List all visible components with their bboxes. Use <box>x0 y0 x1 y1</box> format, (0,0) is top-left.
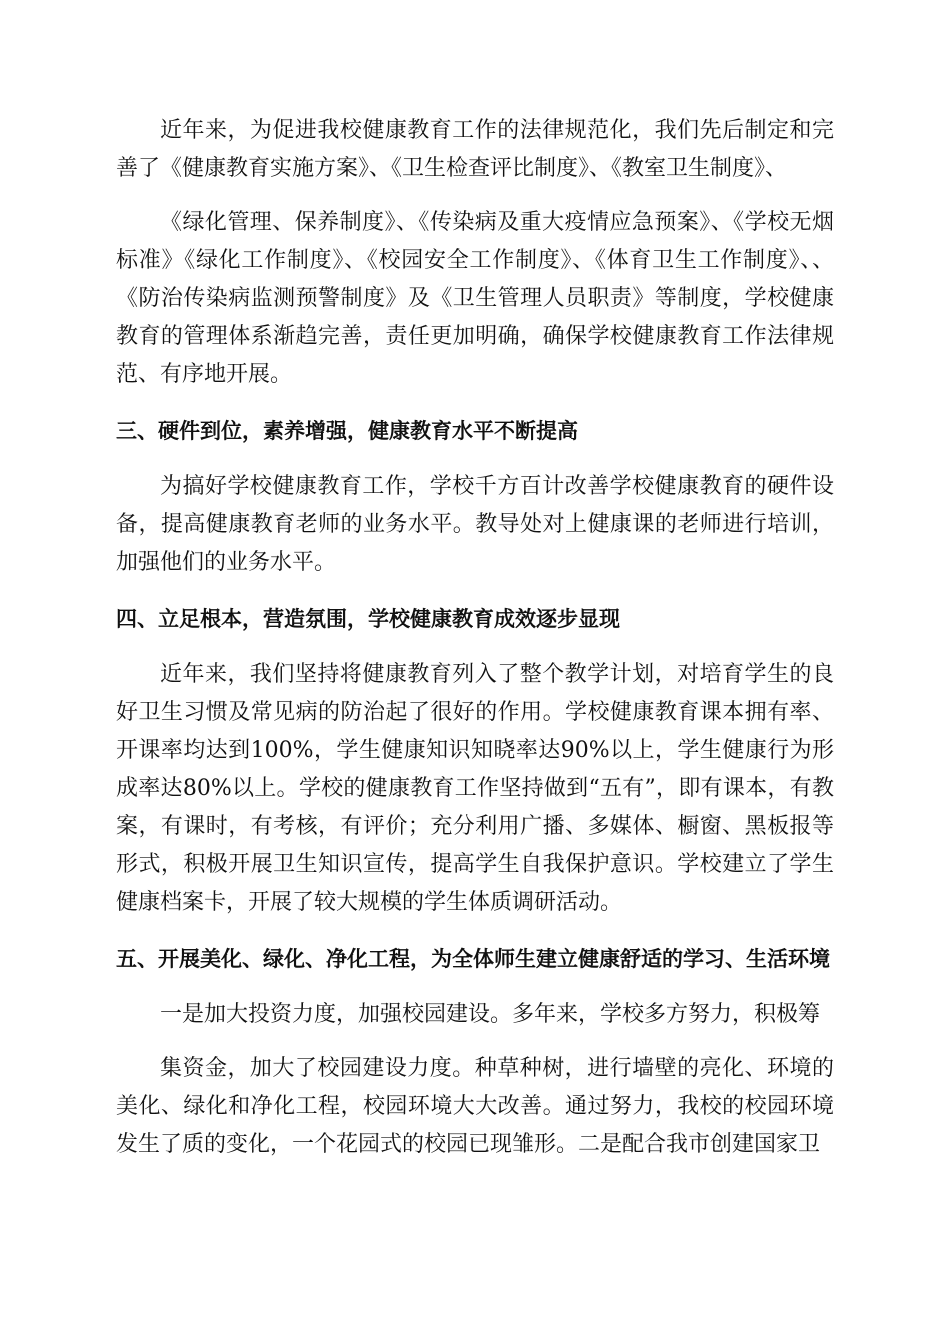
heading-section-3: 三、硬件到位，素养增强，健康教育水平不断提高 <box>116 419 578 443</box>
paragraph-investment: 一是加大投资力度，加强校园建设。多年来，学校多方努力，积极筹 <box>160 1002 821 1027</box>
paragraph-regulations-list: 《绿化管理、保养制度》、《传染病及重大疫情应急预案》、《学校无烟标准》《绿化工作制度》、《校园安全工作制度》、《体育卫生工作制度》、、《防治传染病监测预警制度》及《卫生管理人员职责》等制度，学校健康教育的管理体系渐趋完善，责任更加明确，确保学校健康教育工作法律规范、有序地开展。 <box>116 210 834 387</box>
spacer <box>116 922 834 940</box>
heading-section-4: 四、立足根本，营造氛围，学校健康教育成效逐步显现 <box>116 607 620 631</box>
spacer <box>116 450 834 468</box>
heading-section-5: 五、开展美化、绿化、净化工程，为全体师生建立健康舒适的学习、生活环境 <box>116 947 830 971</box>
spacer <box>116 188 834 204</box>
paragraph-campus-environment: 集资金，加大了校园建设力度。种草种树，进行墙壁的亮化、环境的美化、绿化和净化工程，校园环境大大改善。通过努力，我校的校园环境发生了质的变化，一个花园式的校园已现雏形。二是配合我市创建国家卫 <box>116 1056 834 1157</box>
paragraph-hardware: 为搞好学校健康教育工作，学校千方百计改善学校健康教育的硬件设备，提高健康教育老师的业务水平。教导处对上健康课的老师进行培训，加强他们的业务水平。 <box>116 474 834 575</box>
spacer <box>116 638 834 656</box>
paragraph-results: 近年来，我们坚持将健康教育列入了整个教学计划，对培育学生的良好卫生习惯及常见病的防治起了很好的作用。学校健康教育课本拥有率、开课率均达到100%，学生健康知识知晓率达90%以上，学生健康行为形成率达80%以上。学校的健康教育工作坚持做到“五有”，即有课本，有教案，有课时，有考核，有评价；充分利用广播、多媒体、橱窗、黑板报等形式，积极开展卫生知识宣传，提高学生自我保护意识。学校建立了学生健康档案卡，开展了较大规模的学生体质调研活动。 <box>116 662 834 915</box>
spacer <box>116 394 834 412</box>
spacer <box>116 1034 834 1050</box>
spacer <box>116 582 834 600</box>
spacer <box>116 978 834 996</box>
paragraph-regulations-intro: 近年来，为促进我校健康教育工作的法律规范化，我们先后制定和完善了《健康教育实施方案》、《卫生检查评比制度》、《教室卫生制度》、 <box>116 118 834 181</box>
